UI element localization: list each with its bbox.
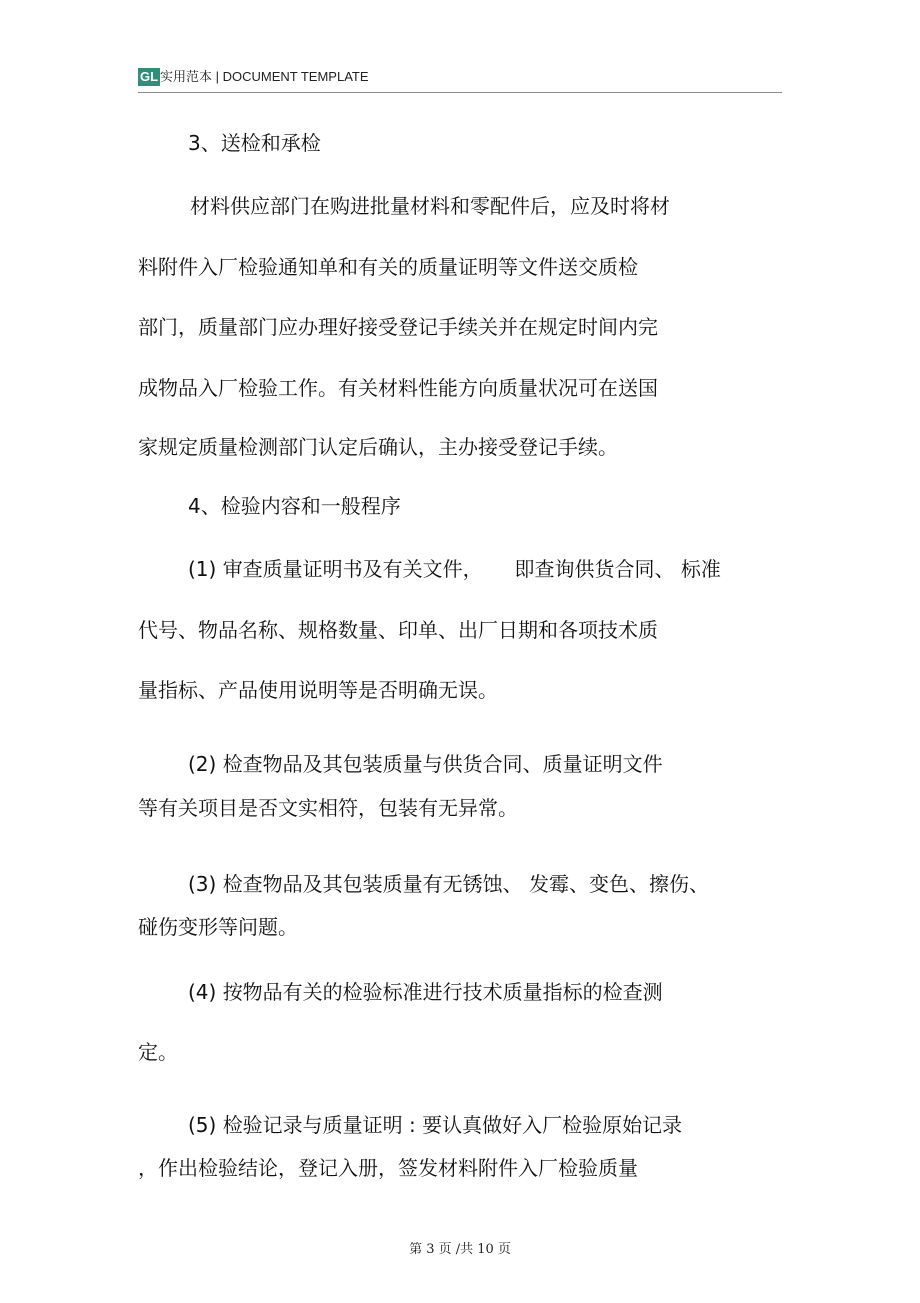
paragraph-line: 定。: [138, 1040, 178, 1064]
header-title: 实用范本 | DOCUMENT TEMPLATE: [160, 69, 369, 84]
list-item-4: (4) 按物品有关的检验标准进行技术质量指标的检查测: [188, 980, 663, 1004]
paragraph-line: 碰伤变形等问题。: [138, 915, 298, 939]
page-header: [138, 66, 782, 93]
list-item-3: (3) 检查物品及其包装质量有无锈蚀、 发霉、变色、擦伤、: [188, 872, 710, 896]
paragraph-line: 材料供应部门在购进批量材料和零配件后，应及时将材: [190, 194, 670, 218]
gl-logo: GL: [140, 69, 159, 84]
section-heading-4: 4、检验内容和一般程序: [188, 494, 401, 518]
paragraph-line: 代号、物品名称、规格数量、印单、出厂日期和各项技术质: [138, 618, 658, 642]
page-footer: 第 3 页 /共 10 页: [409, 1242, 511, 1257]
paragraph-line: 等有关项目是否文实相符，包装有无异常。: [138, 796, 518, 820]
list-item-5: (5) 检验记录与质量证明 : 要认真做好入厂检验原始记录: [188, 1113, 683, 1137]
paragraph-line: 家规定质量检测部门认定后确认，主办接受登记手续。: [138, 435, 618, 459]
section-heading-3: 3、送检和承检: [188, 131, 321, 155]
list-item-1: (1) 审查质量证明书及有关文件， 即查询供货合同、 标准: [188, 557, 721, 581]
paragraph-line: 料附件入厂检验通知单和有关的质量证明等文件送交质检: [138, 255, 638, 279]
list-item-2: (2) 检查物品及其包装质量与供货合同、质量证明文件: [188, 752, 663, 776]
paragraph-line: 量指标、产品使用说明等是否明确无误。: [138, 678, 498, 702]
paragraph-line: 部门，质量部门应办理好接受登记手续关并在规定时间内完: [138, 315, 658, 339]
paragraph-line: 成物品入厂检验工作。有关材料性能方向质量状况可在送国: [138, 376, 658, 400]
paragraph-line: ，作出检验结论，登记入册，签发材料附件入厂检验质量: [138, 1156, 638, 1180]
